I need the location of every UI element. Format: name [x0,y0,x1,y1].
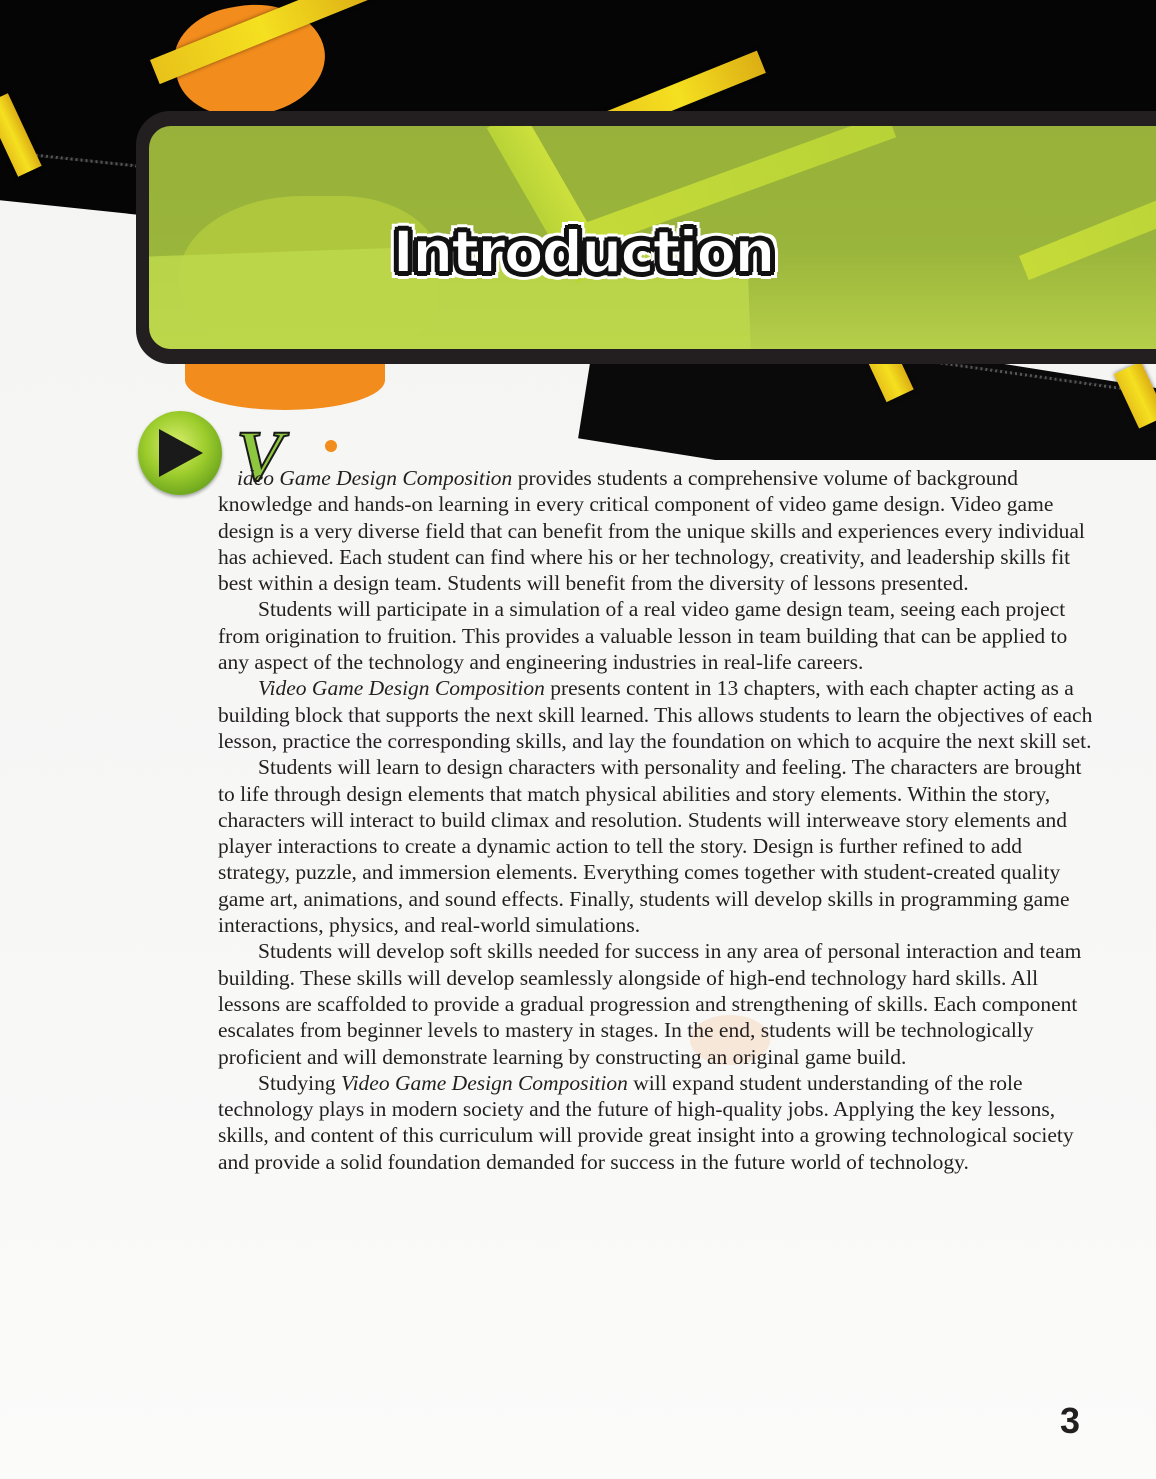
paragraph-5: Students will develop soft skills needed for success in any area of personal interaction and team building. These skills will develop seamlessly alongside of high-end technology hard skills. All lessons are scaffolded to provide a gradual progression and strengthening of skills. Each component escalates from beginner levels to mastery in stages. In the end, students will be technologically proficient and will demonstrate learning by constructing an original game build. [218,939,1082,1069]
page-number: 3 [1060,1400,1081,1441]
page-title-wrap [303,218,863,286]
paragraph-6-text: will expand student understanding of the role technology plays in modern society and the future of high-quality jobs. Applying the key lessons, skills, and content of this curriculum will provide great insight into a growing technological society and provide a solid foundation demanded for success in the future world of technology. [218,1070,1074,1174]
paragraph-3-text: presents content in 13 chapters, with each chapter acting as a building block that supports the next skill learned. This allows students to learn the objectives of each lesson, practice the corresponding skills, and lay the foundation on which to acquire the next skill set. [218,676,1093,753]
play-triangle-icon [159,429,203,477]
paragraph-6 [218,1070,1098,1175]
banner-bar [1019,174,1156,281]
paragraph-2: Students will participate in a simulation of a real video game design team, seeing each project from origination to fruition. This provides a valuable lesson in team building that can be applied to any aspect of the technology and engineering industries in real-life careers. [218,597,1068,675]
drop-cap: V [236,416,285,496]
paragraph-4: Students will learn to design characters with personality and feeling. The characters are brought to life through design elements that match physical abilities and story elements. Within the story, characters will interact to build climax and resolution. Students will interweave story elements and player interactions to create a dynamic action to tell the story. Design is further refined to add strategy, puzzle, and immersion elements. Everything comes together with student-created quality game art, animations, and sound effects. Finally, students will develop skills in programming game interactions, physics, and real-world simulations. [218,755,1082,938]
play-button-icon [138,411,222,495]
book-title: ideo Game Design Composition [237,466,513,490]
page-title: Introduction [392,218,774,286]
paragraph-6-prefix: Studying [258,1070,342,1095]
paragraph-1-text: provides students a comprehensive volume of background knowledge and hands-on learning in every critical component of video game design. Video game design is a very diverse field that can benefit from the unique skills and experiences every individual has achieved. Each student can find where his or her technology, creativity, and leadership skills fit best within a design team. Students will benefit from the diversity of lessons presented. [218,466,1085,596]
paragraph-1 [218,465,1098,596]
article-body [218,465,1098,1175]
book-title: Video Game Design Composition [258,676,545,701]
paragraph-3 [218,675,1098,754]
book-title: Video Game Design Composition [341,1070,628,1095]
orange-paint-drop [325,440,337,452]
